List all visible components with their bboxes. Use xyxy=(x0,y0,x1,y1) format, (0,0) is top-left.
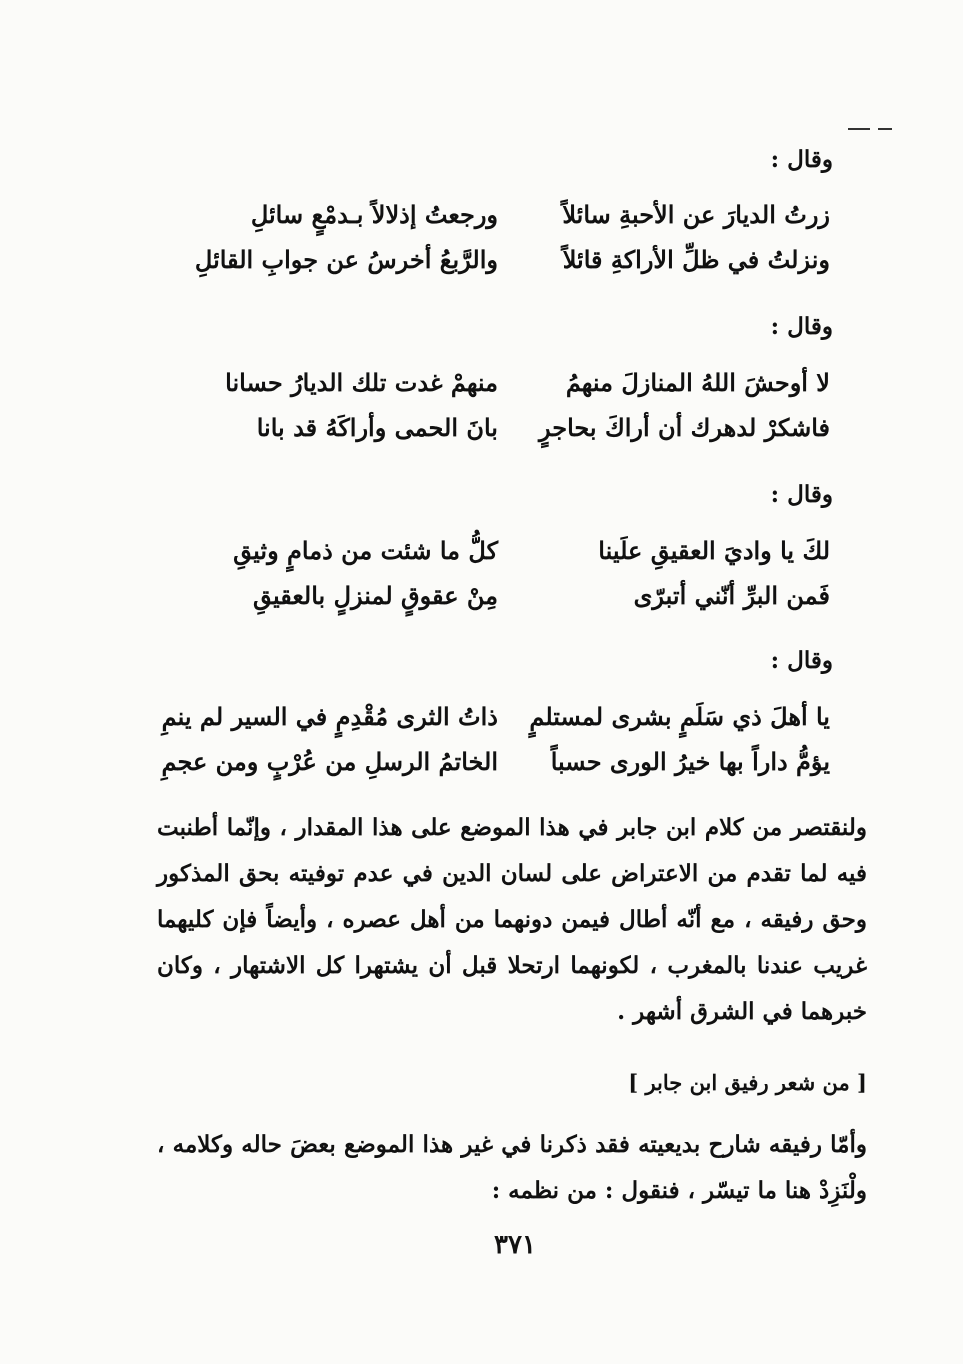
verse-first-hemistich: لا أوحشَ اللهُ المنازلَ منهمُ xyxy=(565,368,830,397)
verse-second-hemistich: منهمْ غدت تلك الديارُ حسانا xyxy=(225,368,498,397)
margin-mark xyxy=(848,128,870,130)
verse-first-hemistich: فَمن البرِّ أنّني أتبرّى xyxy=(633,581,830,610)
verse-second-hemistich: مِنْ عقوقٍ لمنزلٍ بالعقيقِ xyxy=(252,581,498,610)
section-label: وقال : xyxy=(770,146,833,173)
verse-second-hemistich: بانَ الحمى وأراكَهُ قد بانا xyxy=(256,413,498,442)
verse-first-hemistich: فاشكرْ لدهرك أن أراكَ بحاجرٍ xyxy=(539,413,830,442)
verse-second-hemistich: ذاتُ الثرى مُقْدِمٍ في السير لم ينمِ xyxy=(161,702,498,731)
section-label: وقال : xyxy=(770,313,833,340)
verse-first-hemistich: زرتُ الديارَ عن الأحبةِ سائلاً xyxy=(562,200,830,229)
section-heading: [ من شعر رفيق ابن جابر ] xyxy=(628,1070,867,1095)
verse-first-hemistich: لكَ يا واديَ العقيقِ علَينا xyxy=(598,536,830,565)
margin-mark xyxy=(878,128,892,130)
verse-first-hemistich: يا أهلَ ذي سَلَمٍ بشرى لمستلمٍ xyxy=(529,702,830,731)
verse-second-hemistich: والرَّبعُ أخرسُ عن جوابِ القائلِ xyxy=(194,245,498,274)
section-label: وقال : xyxy=(770,647,833,674)
page-number: ٣٧١ xyxy=(494,1230,536,1260)
verse-first-hemistich: ونزلتُ في ظلِّ الأراكةِ قائلاً xyxy=(562,245,830,274)
verse-second-hemistich: كلُّ ما شئت من ذمامٍ وثيقِ xyxy=(233,536,498,565)
verse-second-hemistich: ورجعتُ إذلالاً بـدمْعٍ سائلِ xyxy=(250,200,498,229)
section-label: وقال : xyxy=(770,481,833,508)
verse-first-hemistich: يؤمُّ داراً بها خيرُ الورى حسباً xyxy=(550,747,830,776)
body-paragraph: ولنقتصر من كلام ابن جابر في هذا الموضع على هذا المقدار ، وإنّما أطنبت فيه لما تقدم من الاعتراض على لسان الدين في عدم توفيته بحق المذكور وحق رفيقه ، مع أنّه أطال فيمن دونهما من أهل عصره ، وأيضاً فإن كليهما غريب عندنا بالمغرب ، لكونهما ارتحلا قبل أن يشتهرا كل الاشتهار ، وكان خبرهما في الشرق أشهر . xyxy=(157,814,867,1025)
verse-second-hemistich: الخاتمُ الرسلِ من عُرْبٍ ومن عجمِ xyxy=(161,747,498,776)
body-paragraph: وأمّا رفيقه شارح بديعيته فقد ذكرنا في غير هذا الموضع بعضَ حاله وكلامه ، ولْنَزِدْ هنا ما تيسّر ، فنقول : من نظمه : xyxy=(157,1131,867,1204)
